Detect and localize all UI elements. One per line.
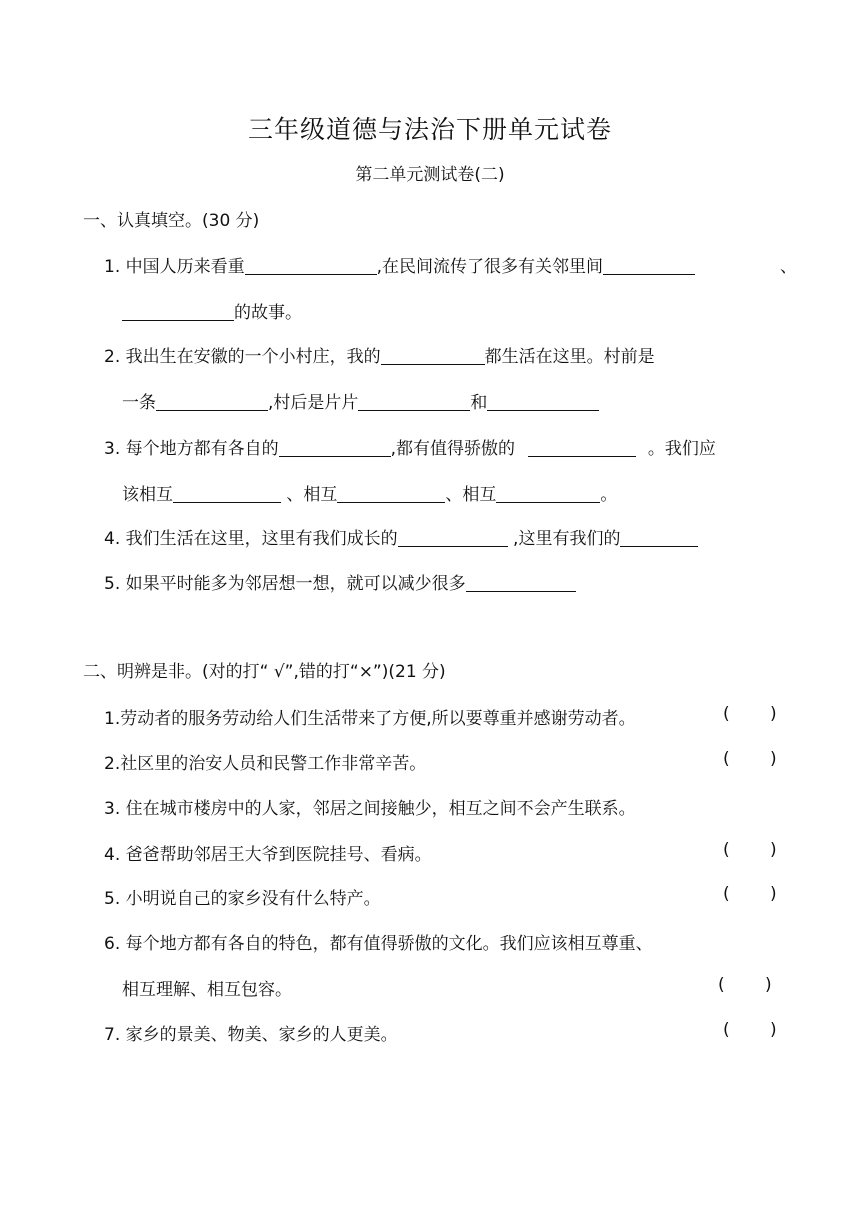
fill-question-1-cont <box>122 298 302 323</box>
answer-blank[interactable] <box>466 574 576 592</box>
question-text: 都生活在这里。村前是 <box>484 347 655 367</box>
question-text: 、 <box>780 257 797 277</box>
answer-paren-open[interactable]: ( <box>723 749 730 769</box>
answer-blank[interactable] <box>381 347 485 365</box>
judge-question-6 <box>104 929 653 954</box>
question-number: 4. <box>104 529 121 549</box>
question-text: 爸爸帮助邻居王大爷到医院挂号、看病。 <box>125 845 432 865</box>
answer-blank[interactable] <box>528 439 636 457</box>
answer-paren-open[interactable]: ( <box>723 884 730 904</box>
question-number: 3. <box>104 439 121 459</box>
question-number: 2. <box>104 754 121 774</box>
page-title: 三年级道德与法治下册单元试卷 <box>247 115 612 144</box>
answer-paren-open[interactable]: ( <box>723 1020 730 1040</box>
answer-paren-close[interactable]: ) <box>770 884 777 904</box>
answer-blank[interactable] <box>173 485 281 503</box>
section-1-heading: 一、认真填空。(30 分) <box>83 211 260 231</box>
answer-blank[interactable] <box>398 529 508 547</box>
question-number: 3. <box>104 799 121 819</box>
answer-blank[interactable] <box>156 393 268 411</box>
question-text: 每个地方都有各自的特色，都有值得骄傲的文化。我们应该相互尊重、 <box>125 934 653 954</box>
answer-paren-close[interactable]: ) <box>770 749 777 769</box>
fill-question-3 <box>104 434 716 459</box>
question-text: ,都有值得骄傲的 <box>390 439 516 459</box>
question-text: 一条 <box>122 393 156 413</box>
answer-blank[interactable] <box>603 257 695 275</box>
question-number: 1. <box>104 257 121 277</box>
question-text: ,这里有我们的 <box>513 529 621 549</box>
answer-paren-open[interactable]: ( <box>723 704 730 724</box>
answer-blank[interactable] <box>245 257 377 275</box>
question-text: 劳动者的服务劳动给人们生活带来了方便,所以要尊重并感谢劳动者。 <box>120 709 636 729</box>
question-text: 。 <box>600 485 618 505</box>
question-text: 社区里的治安人员和民警工作非常辛苦。 <box>120 754 427 774</box>
judge-question-2 <box>104 749 426 774</box>
page-subtitle: 第二单元测试卷(二) <box>355 165 505 185</box>
question-text: 我们生活在这里，这里有我们成长的 <box>125 529 398 549</box>
answer-paren-open[interactable]: ( <box>718 975 725 995</box>
question-number: 2. <box>104 347 121 367</box>
fill-question-3-cont <box>122 480 617 505</box>
answer-blank[interactable] <box>358 393 470 411</box>
answer-paren-close[interactable]: ) <box>765 975 772 995</box>
section-2-heading: 二、明辨是非。(对的打“ √”,错的打“×”)(21 分) <box>83 662 446 682</box>
question-number: 1. <box>104 709 121 729</box>
fill-question-4 <box>104 524 698 549</box>
question-text: ,村后是片片 <box>268 393 359 413</box>
fill-question-2 <box>104 342 655 367</box>
question-text: 、相互 <box>286 485 338 505</box>
answer-paren-close[interactable]: ) <box>770 840 777 860</box>
judge-question-3 <box>104 794 636 819</box>
question-text: 的故事。 <box>234 303 302 323</box>
answer-paren-close[interactable]: ) <box>770 704 777 724</box>
question-text: 如果平时能多为邻居想一想，就可以减少很多 <box>125 574 466 594</box>
answer-blank[interactable] <box>620 529 698 547</box>
answer-blank[interactable] <box>487 393 599 411</box>
answer-blank[interactable] <box>279 439 391 457</box>
fill-question-1 <box>104 252 695 277</box>
answer-blank[interactable] <box>122 303 234 321</box>
question-number: 5. <box>104 889 121 909</box>
judge-question-4 <box>104 840 432 865</box>
judge-question-6-cont: 相互理解、相互包容。 <box>122 980 292 1000</box>
question-text: 小明说自己的家乡没有什么特产。 <box>125 889 381 909</box>
answer-paren-close[interactable]: ) <box>770 1020 777 1040</box>
question-number: 5. <box>104 574 121 594</box>
question-text: 、相互 <box>445 485 497 505</box>
question-text: 每个地方都有各自的 <box>125 439 279 459</box>
question-number: 4. <box>104 845 121 865</box>
judge-question-5 <box>104 884 381 909</box>
question-text: ,在民间流传了很多有关邻里间 <box>376 257 604 277</box>
question-text: 家乡的景美、物美、家乡的人更美。 <box>125 1025 398 1045</box>
question-number: 7. <box>104 1025 121 1045</box>
judge-question-1 <box>104 704 636 729</box>
question-text: 中国人历来看重 <box>125 257 245 277</box>
answer-blank[interactable] <box>337 485 445 503</box>
question-text: 住在城市楼房中的人家，邻居之间接触少，相互之间不会产生联系。 <box>125 799 636 819</box>
judge-question-7 <box>104 1020 398 1045</box>
question-text: 该相互 <box>122 485 173 505</box>
question-number: 6. <box>104 934 121 954</box>
question-text: 。我们应 <box>647 439 716 459</box>
answer-paren-open[interactable]: ( <box>723 840 730 860</box>
fill-question-2-cont <box>122 388 599 413</box>
question-text: 和 <box>470 393 488 413</box>
answer-blank[interactable] <box>496 485 600 503</box>
fill-question-5 <box>104 569 576 594</box>
question-text: 我出生在安徽的一个小村庄，我的 <box>125 347 381 367</box>
